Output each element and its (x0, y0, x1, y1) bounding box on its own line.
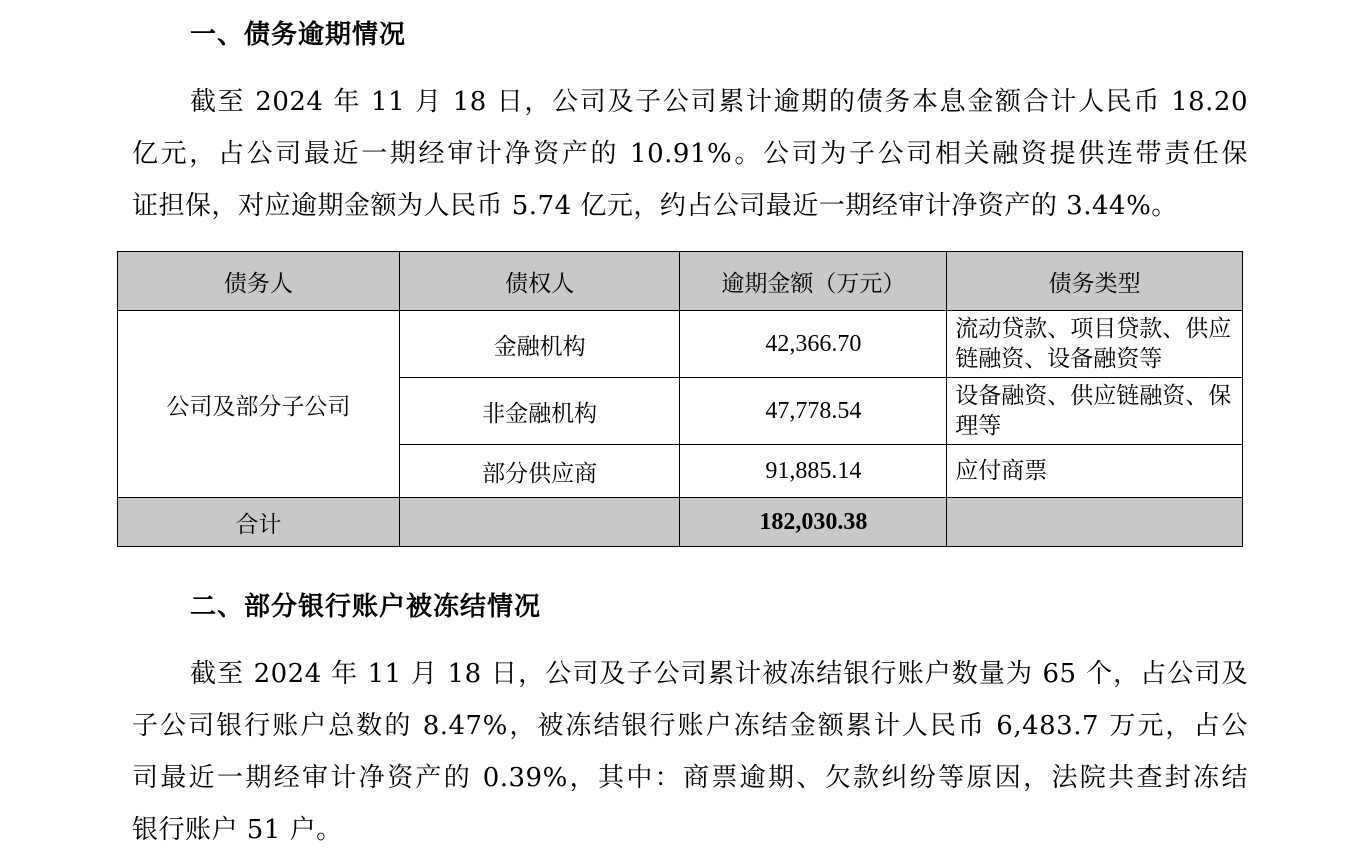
section2-line-1: 截至 2024 年 11 月 18 日，公司及子公司累计被冻结银行账户数量为 65 个，占公司及 (190, 659, 1248, 689)
total-label-cell: 合计 (118, 498, 400, 547)
total-creditor-cell (399, 498, 680, 547)
overdue-debt-table (117, 251, 1243, 547)
header-debtor: 债务人 (118, 252, 400, 311)
debt-type-cell: 流动贷款、项目贷款、供应链融资、设备融资等 (947, 311, 1243, 378)
creditor-cell: 金融机构 (399, 311, 680, 378)
section1-heading: 一、债务逾期情况 (190, 20, 407, 50)
table-row (118, 311, 1243, 378)
section2-heading: 二、部分银行账户被冻结情况 (190, 592, 542, 622)
section2-paragraph (132, 648, 1248, 856)
total-type-cell (947, 498, 1243, 547)
section1-paragraph (132, 76, 1248, 232)
header-overdue-amount: 逾期金额（万元） (680, 252, 947, 311)
amount-cell: 42,366.70 (680, 311, 947, 378)
header-debt-type: 债务类型 (947, 252, 1243, 311)
section2-line-3: 司最近一期经审计净资产的 0.39%，其中：商票逾期、欠款纠纷等原因，法院共查封冻结 (132, 763, 1248, 793)
amount-cell: 47,778.54 (680, 378, 947, 445)
total-amount-cell: 182,030.38 (680, 498, 947, 547)
table-total-row (118, 498, 1243, 547)
creditor-cell: 非金融机构 (399, 378, 680, 445)
section1-line-2: 亿元，占公司最近一期经审计净资产的 10.91%。公司为子公司相关融资提供连带责任保 (132, 139, 1248, 169)
section1-line-3: 证担保，对应逾期金额为人民币 5.74 亿元，约占公司最近一期经审计净资产的 3.44%。 (132, 191, 1178, 221)
amount-cell: 91,885.14 (680, 445, 947, 498)
section1-line-1: 截至 2024 年 11 月 18 日，公司及子公司累计逾期的债务本息金额合计人民币 18.20 (190, 87, 1248, 117)
debt-type-cell: 设备融资、供应链融资、保理等 (947, 378, 1243, 445)
creditor-cell: 部分供应商 (399, 445, 680, 498)
section2-line-2: 子公司银行账户总数的 8.47%，被冻结银行账户冻结金额累计人民币 6,483.7 万元，占公 (132, 711, 1248, 741)
header-creditor: 债权人 (399, 252, 680, 311)
debt-type-cell: 应付商票 (947, 445, 1243, 498)
section2-line-4: 银行账户 51 户。 (132, 815, 343, 845)
table-header-row (118, 252, 1243, 311)
debtor-cell: 公司及部分子公司 (118, 311, 400, 498)
